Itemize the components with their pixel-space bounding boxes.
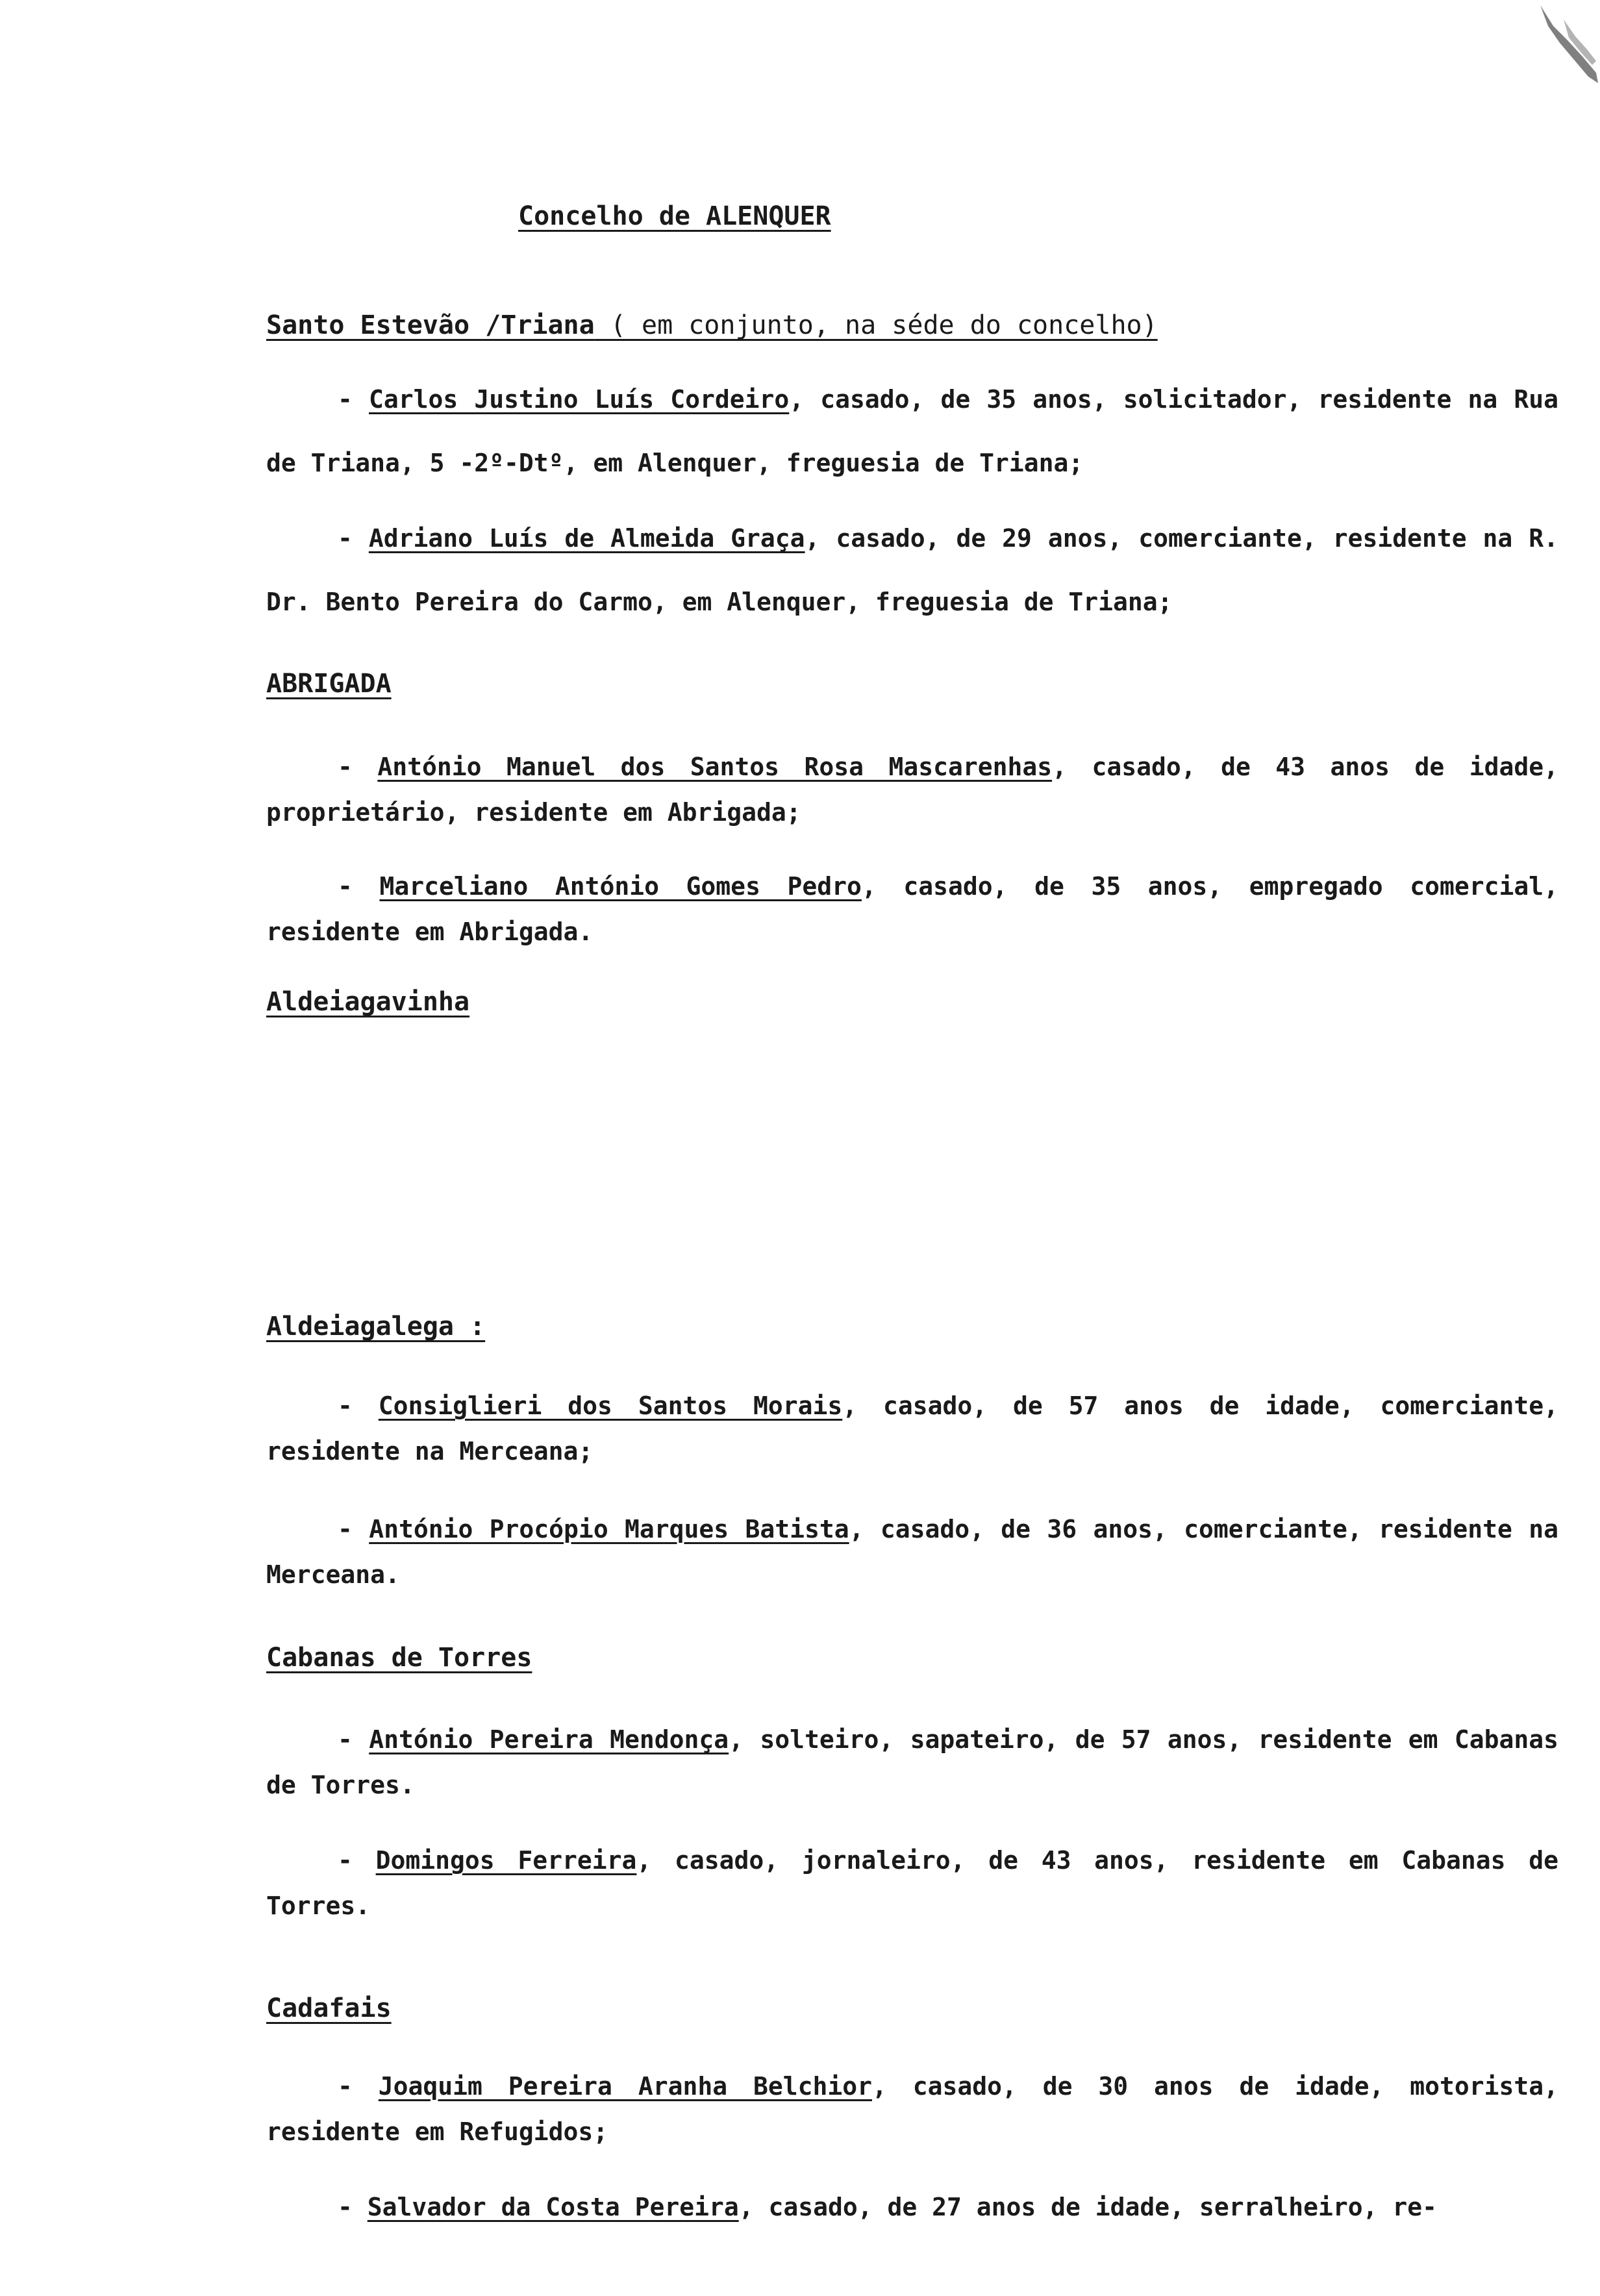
entry-dash: -	[338, 872, 380, 901]
entry-details: , casado, de 27 anos de idade, serralheiro, re-	[738, 2193, 1437, 2221]
section-heading-text: ABRIGADA	[266, 669, 392, 699]
section-heading-text: Cadafais	[266, 1993, 392, 2023]
entry-name: Salvador da Costa Pereira	[367, 2193, 739, 2221]
scan-corner-smudge-icon	[1534, 0, 1599, 84]
entry-dash: -	[338, 1846, 376, 1875]
entry-name: Joaquim Pereira Aranha Belchior	[378, 2072, 872, 2101]
entry-dash: -	[338, 1391, 379, 1420]
entry-adriano-luis-de-almeida-graca	[266, 506, 1558, 634]
entry-dash: -	[338, 753, 378, 781]
entry-name: António Manuel dos Santos Rosa Mascarenhas	[377, 753, 1053, 781]
entry-details: , casado, de 35 anos, solicitador, residente na Rua de Triana, 5 -2º-Dtº, em Alenquer, freguesia de Triana;	[266, 385, 1558, 477]
section-heading-text: Santo Estevão /Triana	[266, 310, 595, 340]
entry-dash: -	[338, 385, 369, 414]
section-heading-text: Aldeiagalega :	[266, 1312, 486, 1341]
entry-domingos-ferreira	[266, 1838, 1558, 1928]
section-heading-text: Aldeiagavinha	[266, 987, 470, 1017]
entry-antonio-pereira-mendonca	[266, 1717, 1558, 1808]
entry-details: , casado, de 29 anos, comerciante, residente na R. Dr. Bento Pereira do Carmo, em Alenquer, freguesia de Triana;	[266, 524, 1558, 616]
entry-details: , casado, de 57 anos de idade, comerciante, residente na Merceana;	[266, 1391, 1558, 1466]
entry-dash: -	[338, 524, 369, 553]
entry-name: Domingos Ferreira	[375, 1846, 637, 1875]
entry-antonio-procopio-marques-batista	[266, 1506, 1558, 1597]
entry-dash: -	[338, 1725, 369, 1754]
entry-details: , casado, jornaleiro, de 43 anos, residente em Cabanas de Torres.	[266, 1846, 1559, 1920]
entry-salvador-da-costa-pereira	[266, 2184, 1558, 2230]
entry-name: Consiglieri dos Santos Morais	[378, 1391, 843, 1420]
section-heading-text: Cabanas de Torres	[266, 1643, 532, 1673]
entry-marceliano-antonio-gomes-pedro	[266, 864, 1558, 955]
entry-details: , casado, de 30 anos de idade, motorista, residente em Refugidos;	[266, 2072, 1559, 2146]
entry-details: , casado, de 43 anos de idade, proprietário, residente em Abrigada;	[266, 753, 1558, 827]
entry-details: , casado, de 36 anos, comerciante, residente na Merceana.	[266, 1515, 1559, 1589]
section-heading-cadafais	[266, 1993, 392, 2023]
entry-name: Carlos Justino Luís Cordeiro	[369, 385, 790, 414]
entry-name: Marceliano António Gomes Pedro	[379, 872, 862, 901]
section-heading-santo-estevao-triana	[266, 310, 1158, 340]
document-title: Concelho de ALENQUER	[518, 201, 831, 231]
entry-dash: -	[338, 1515, 369, 1543]
entry-name: António Pereira Mendonça	[369, 1725, 729, 1754]
entry-carlos-justino-luis-cordeiro	[266, 368, 1558, 495]
entry-joaquim-pereira-aranha-belchior	[266, 2064, 1558, 2154]
entry-name: António Procópio Marques Batista	[369, 1515, 849, 1543]
entry-dash: -	[338, 2072, 379, 2101]
section-heading-aldeiagavinha	[266, 987, 469, 1017]
entry-details: , casado, de 35 anos, empregado comercial, residente em Abrigada.	[266, 872, 1559, 946]
entry-dash: -	[338, 2193, 368, 2221]
section-heading-aldeiagalega	[266, 1312, 485, 1341]
entry-consiglieri-dos-santos-morais	[266, 1383, 1558, 1474]
entry-name: Adriano Luís de Almeida Graça	[368, 524, 805, 553]
section-heading-cabanas-de-torres	[266, 1643, 532, 1673]
entry-antonio-manuel-dos-santos-rosa-mascarenhas	[266, 744, 1558, 835]
section-heading-note: ( em conjunto, na séde do concelho)	[594, 310, 1158, 340]
section-heading-abrigada	[266, 669, 392, 699]
entry-details: , solteiro, sapateiro, de 57 anos, residente em Cabanas de Torres.	[266, 1725, 1558, 1799]
